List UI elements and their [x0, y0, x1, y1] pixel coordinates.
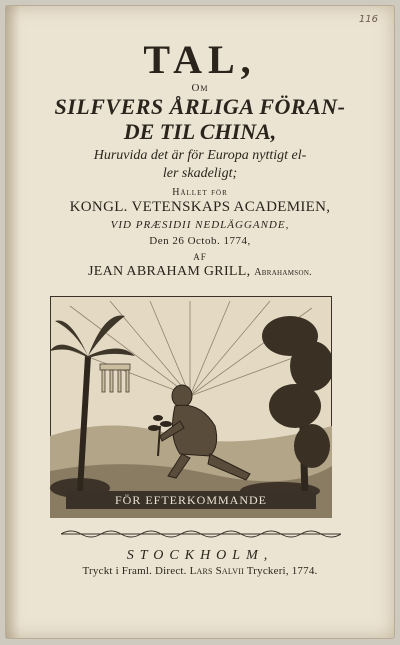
engraving-caption: FÖR EFTERKOMMANDE — [66, 491, 316, 509]
imprint-printer — [6, 565, 394, 577]
main-title-line-2: DE TIL CHINA, — [123, 119, 277, 144]
praesidii-line: VID PRÆSIDII NEDLÄGGANDE, — [110, 219, 290, 231]
question-line-1: Huruvida det är för Europa nyttigt el- — [93, 148, 307, 163]
title-page — [6, 6, 394, 638]
title-om: Om — [191, 82, 209, 94]
printer-name: Lars Salvii — [189, 565, 244, 577]
handwritten-annotation: 116 — [358, 14, 378, 25]
main-title-line-1: SILFVERS ÅRLIGA FÖRAN- — [54, 94, 346, 119]
imprint-place: STOCKHOLM, — [126, 548, 274, 563]
author-line — [6, 264, 394, 280]
ornamental-rule — [61, 528, 341, 540]
printer-suffix: Tryckeri, 1774. — [246, 565, 318, 577]
author-suffix: Abrahamson. — [254, 267, 312, 278]
date-line: Den 26 Octob. 1774, — [149, 235, 251, 247]
engraving-illustration — [50, 296, 332, 518]
printer-prefix: Tryckt i Framl. Direct. — [82, 565, 187, 577]
academy-name: KONGL. VETENSKAPS ACADEMIEN, — [69, 199, 331, 215]
hallet-for: Hållet för — [172, 187, 228, 198]
af-line: AF — [193, 252, 207, 262]
title-tal: TAL, — [143, 37, 257, 82]
author-name: JEAN ABRAHAM GRILL, — [87, 264, 251, 279]
question-line-2: ler skadeligt; — [162, 166, 238, 181]
